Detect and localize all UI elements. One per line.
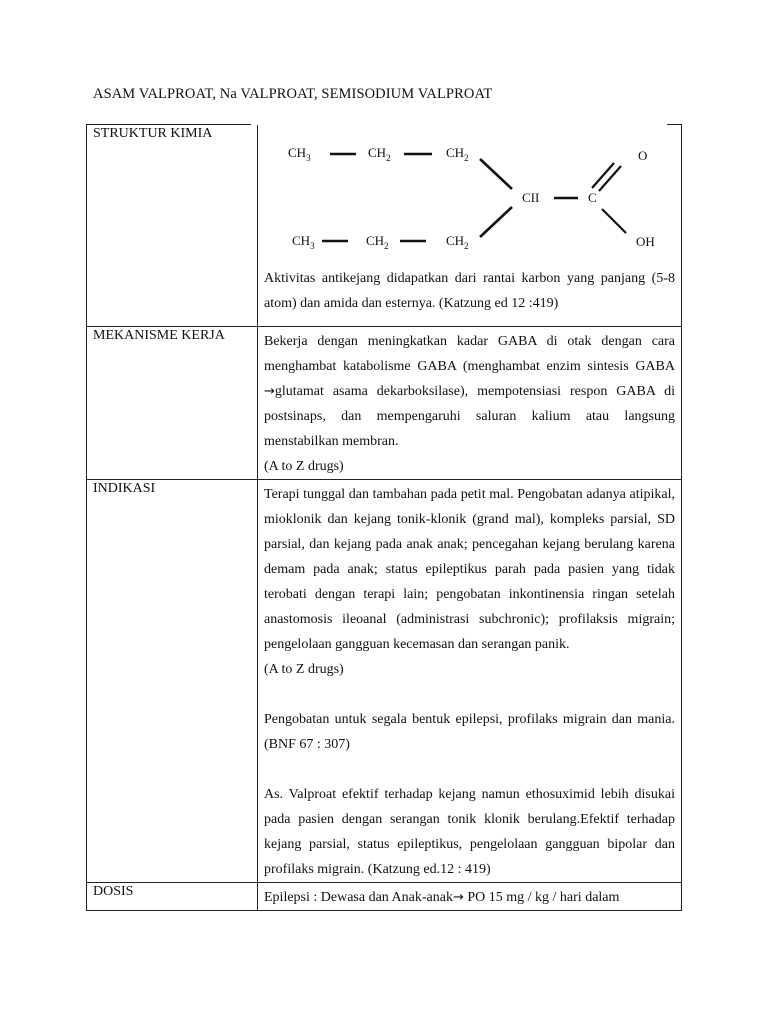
bond-single-oh [602,209,626,233]
content-indication [258,480,682,883]
atom-oxygen: O [638,148,648,163]
indication-paragraph-1: Terapi tunggal dan tambahan pada petit mal. Pengobatan adanya atipikal, mioklonik dan kejang tonik-klonik (grand mal), kompleks parsial, SD parsial, dan kejang pada anak anak; pencegahan kejang berulang karena demam pada anak; status epileptikus parah pada pasien yang tidak terobati dengan terapi lain; pengobatan inkontinensia ringan setelah anastomosis ileoanal (administrasi subchronic); profilaksis migrain; pengelolaan gangguan kecemasan dan serangan panik. [264,487,675,652]
atom-bottom-ch2-a: $CH_2$ [366,233,389,251]
table-row-dosage [87,883,682,911]
structure-description: Aktivitas antikejang didapatkan dari rantai karbon yang panjang (5-8 atom) dan amida dan esternya. (Katzung ed 12 :419) [264,271,675,311]
label-indication [87,480,258,883]
table-row-structure [87,125,682,327]
mechanism-source: (A to Z drugs) [264,459,344,474]
label-dosage [87,883,258,911]
indication-paragraph-3: As. Valproat efektif terhadap kejang namun ethosuximid lebih disukai pada pasien dengan serangan tonik klonik berulang.Efektif terhadap kejang parsial, status epileptikus, pengelolaan gangguan bipolar dan profilaks migrain. (Katzung ed.12 : 419) [264,787,675,877]
mechanism-text [264,329,675,454]
structure-cell-top-gap [251,122,667,125]
table-row-indication [87,480,682,883]
label-dosage-text: DOSIS [93,884,134,899]
bond-double-1 [592,163,614,188]
label-mechanism [87,327,258,480]
arrow-icon: → [264,384,275,399]
indication-paragraph-2: Pengobatan untuk segala bentuk epilepsi, profilaks migrain dan mania. (BNF 67 : 307) [264,712,675,752]
content-dosage [258,883,682,911]
mechanism-text-part2: glutamat asama dekarboksilase), mempotensiasi respon GABA di postsinaps, dan mempengaruhi saluran kalium atau langsung menstabilkan membran. [264,384,675,449]
atom-center: CII [522,190,540,205]
indication-source-1: (A to Z drugs) [264,662,344,677]
dosage-text-part1: Epilepsi : Dewasa dan Anak-anak [264,890,453,905]
content-mechanism [258,327,682,480]
atom-hydroxyl: OH [636,234,655,249]
valproic-acid-structure [276,125,696,265]
drug-info-table [86,124,682,911]
label-mechanism-text: MEKANISME KERJA [93,328,225,343]
atom-carbon: C [588,190,597,205]
bond-double-2 [599,166,621,191]
mechanism-text-part1: Bekerja dengan meningkatkan kadar GABA di otak dengan cara menghambat katabolisme GABA (menghambat enzim sintesis GABA [264,334,675,374]
label-structure-text: STRUKTUR KIMIA [93,126,213,141]
atom-bottom-ch3: $CH_3$ [292,233,315,251]
page-title: ASAM VALPROAT, Na VALPROAT, SEMISODIUM VALPROAT [93,86,493,102]
arrow-icon: → [452,890,464,905]
atom-top-ch2-b: $CH_2$ [446,145,469,163]
bond-top-to-center [480,159,512,189]
table-row-mechanism [87,327,682,480]
content-structure [258,125,682,327]
dosage-text [264,885,675,910]
atom-top-ch2-a: $CH_2$ [368,145,391,163]
atom-bottom-ch2-b: $CH_2$ [446,233,469,251]
dosage-text-part2: PO 15 mg / kg / hari dalam [463,890,620,905]
atom-top-ch3: $CH_3$ [288,145,311,163]
label-structure [87,125,258,327]
bond-bottom-to-center [480,207,512,237]
label-indication-text: INDIKASI [93,481,156,496]
